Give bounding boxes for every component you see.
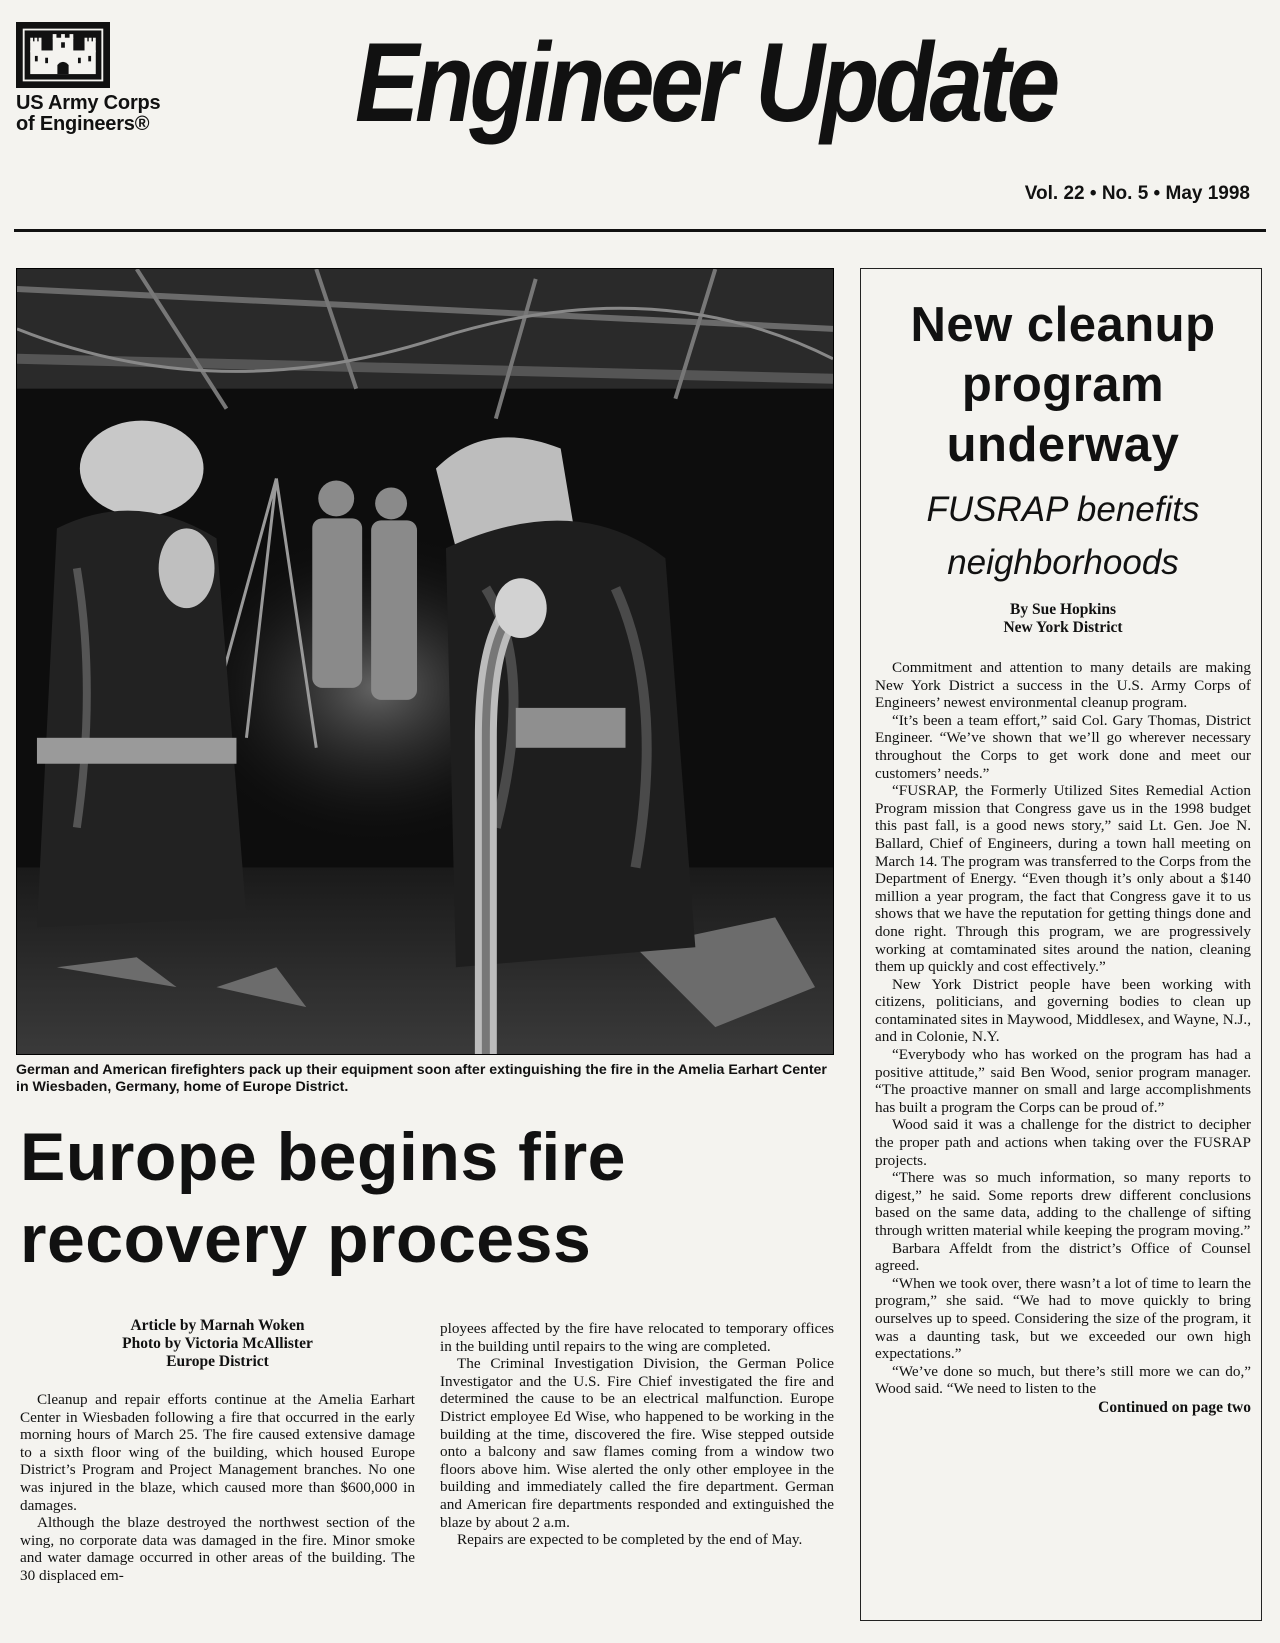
paragraph: “Everybody who has worked on the program has had a positive attitude,” said Ben Wood, senior program manager. “The proactive manner on small and large accomplishments has built a program the Corps can be proud of.” bbox=[875, 1046, 1251, 1116]
newspaper-title: Engineer Update bbox=[355, 20, 1056, 145]
sidebar-subheadline-line-1: FUSRAP benefits bbox=[926, 490, 1200, 529]
agency-line-1: US Army Corps bbox=[16, 92, 161, 114]
main-headline-line-2: recovery process bbox=[20, 1201, 592, 1277]
firefighters-photo bbox=[16, 268, 834, 1055]
photo-caption: German and American firefighters pack up their equipment soon after extinguishing the fire in the Amelia Earhart Center in Wiesbaden, Germany, home of Europe District. bbox=[16, 1062, 827, 1095]
main-headline bbox=[20, 1116, 840, 1280]
sidebar-headline bbox=[875, 295, 1251, 475]
sidebar-subheadline bbox=[875, 483, 1251, 589]
byline-author: By Sue Hopkins bbox=[1010, 601, 1116, 618]
paragraph: ployees affected by the fire have relocated to temporary offices in the building until repairs to the wing are completed. bbox=[440, 1320, 834, 1355]
paragraph: Cleanup and repair efforts continue at the Amelia Earhart Center in Wiesbaden following a fire that occurred in the early morning hours of March 25. The fire caused extensive damage to a sixth floor wing of the building, which housed Europe District’s Program and Project Management branches. No one was injured in the blaze, which caused more than $600,000 in damages. bbox=[20, 1391, 415, 1514]
castle-icon bbox=[16, 22, 110, 88]
sidebar-subheadline-line-2: neighborhoods bbox=[947, 543, 1179, 582]
sidebar-story bbox=[860, 268, 1262, 1621]
continued-link[interactable]: Continued on page two bbox=[1098, 1398, 1251, 1416]
sidebar-story-body bbox=[875, 659, 1251, 1398]
paragraph: New York District people have been working with citizens, politicians, and governing bodies to clean up contaminated sites in Maywood, Middlesex, and Wayne, N.J., and in Colonie, N.Y. bbox=[875, 975, 1252, 1046]
main-story-body-1 bbox=[20, 1391, 415, 1585]
paragraph: “FUSRAP, the Formerly Utilized Sites Remedial Action Program mission that Congress gave us in the 1998 budget this past fall, is a good news story,” said Lt. Gen. Joe N. Ballard, Chief of Engineers, during a town hall meeting on March 14. The program was transferred to the Corps from the Department of Energy. “Even though it’s only about a $140 million a year program, the fact that Congress gave it to us shows that we have the reputation for getting things done and done right. Through this program, we are progressively working at comtaminated sites around the nation, cleaning them up quickly and cost effectively.” bbox=[875, 782, 1251, 976]
paragraph: Although the blaze destroyed the northwest section of the wing, no corporate data was damaged in the fire. Minor smoke and water damage occurred in other areas of the building. The 30 displaced em- bbox=[20, 1514, 415, 1584]
main-story-column-1 bbox=[20, 1317, 415, 1585]
paragraph: “There was so much information, so many reports to digest,” he said. Some reports drew different conclusions based on the same data, adding to the challenge of sifting through written material while keeping the program moving.” bbox=[875, 1169, 1251, 1239]
paragraph: Barbara Affeldt from the district’s Office of Counsel agreed. bbox=[875, 1239, 1251, 1275]
sidebar-byline bbox=[875, 601, 1251, 637]
main-headline-line-1: Europe begins fire bbox=[20, 1119, 626, 1195]
main-story-byline bbox=[20, 1317, 415, 1371]
main-story-column-2 bbox=[440, 1320, 834, 1549]
sidebar-headline-line-1: New cleanup bbox=[910, 298, 1216, 352]
byline-district: Europe District bbox=[166, 1353, 269, 1370]
paragraph: “It’s been a team effort,” said Col. Gary Thomas, District Engineer. “We’ve shown that we’ll go wherever necessary throughout the Corps to get work done and meet our customers’ needs.” bbox=[875, 711, 1251, 782]
paragraph: Wood said it was a challenge for the district to decipher the proper path and actions when taking over the FUSRAP projects. bbox=[875, 1116, 1251, 1169]
byline-photographer: Photo by Victoria McAllister bbox=[122, 1335, 313, 1352]
paragraph: Repairs are expected to be completed by the end of May. bbox=[457, 1531, 803, 1549]
agency-name bbox=[16, 93, 160, 135]
paragraph: The Criminal Investigation Division, the German Police Investigator and the U.S. Fire Chief investigated the fire and determined the cause to be an electrical malfunction. Europe District employee Ed Wise, who happened to be working in the building at the time, discovered the fire. Wise stepped outside onto a balcony and saw flames coming from a window two floors above him. Wise alerted the only other employee in the building and immediately called the fire department. German and American fire departments responded and extinguished the blaze by about 2 a.m. bbox=[440, 1355, 834, 1531]
byline-author: Article by Marnah Woken bbox=[130, 1317, 305, 1334]
sidebar-headline-line-3: underway bbox=[946, 418, 1180, 472]
agency-line-2: of Engineers® bbox=[16, 113, 150, 135]
byline-district: New York District bbox=[1003, 619, 1123, 636]
sidebar-headline-line-2: program bbox=[961, 358, 1165, 412]
masthead-divider bbox=[14, 229, 1266, 232]
paragraph: Commitment and attention to many details are making New York District a success in the U.S. Army Corps of Engineers’ newest environmental cleanup program. bbox=[875, 659, 1251, 712]
paragraph: “We’ve done so much, but there’s still more we can do,” Wood said. “We need to listen to the bbox=[875, 1362, 1251, 1398]
issue-info: Vol. 22 • No. 5 • May 1998 bbox=[1024, 183, 1250, 204]
paragraph: “When we took over, there wasn’t a lot of time to learn the program,” she said. “We had to move quickly to bring ourselves up to speed. Considering the size of the program, it was a daunting task, but we exceeded our own high expectations.” bbox=[875, 1274, 1251, 1363]
